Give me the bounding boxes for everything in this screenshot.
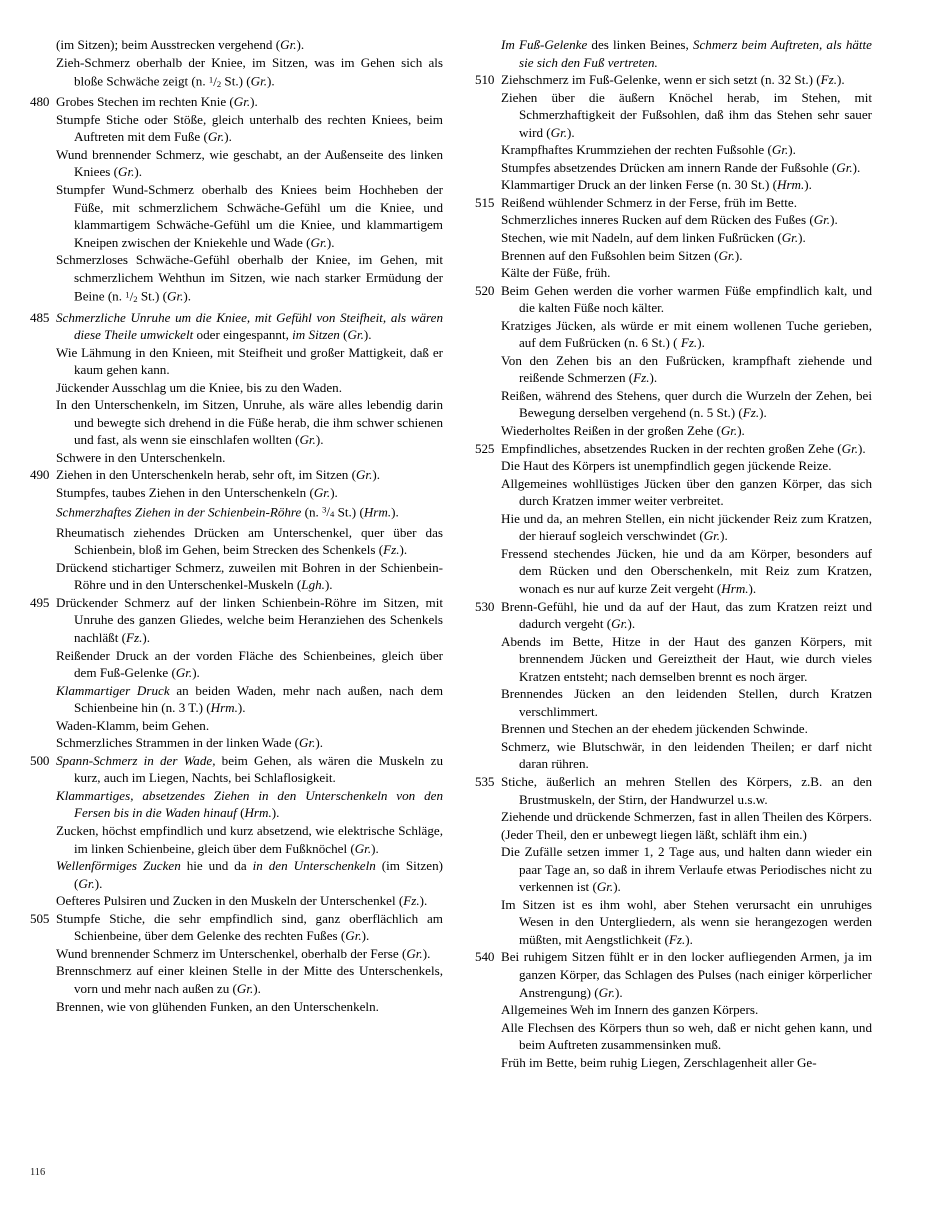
symptom-text: Im Fuß-Gelenke des linken Beines, Schmerz beim Auftreten, als hätte sie sich den Fuß vertreten. [501, 37, 872, 70]
symptom-text: Früh im Bette, beim ruhig Liegen, Zerschlagenheit aller Ge- [501, 1054, 817, 1070]
symptom-text: Drückend stichartiger Schmerz, zuweilen mit Bohren in der Schienbein-Röhre und in den Unterschenkel-Muskeln (Lgh.). [56, 559, 443, 593]
symptom-entry [56, 181, 443, 251]
symptom-number: 525 [475, 440, 495, 456]
symptom-entry [56, 344, 443, 379]
symptom-entry [501, 159, 872, 177]
symptom-text: Fressend stechendes Jücken, hie und da am Körper, besonders auf dem Rücken und den Oberschenkeln, mit Reiz zum Kratzen, wonach es nur auf kurze Zeit vergeht (Hrm.). [501, 545, 872, 596]
symptom-text: Schmerzliches Strammen in der linken Wade (Gr.). [56, 735, 324, 751]
symptom-entry [501, 36, 872, 71]
symptom-text: Klammartiger Druck an beiden Waden, mehr nach außen, nach dem Schienbeine hin (n. 3 T.) (Hrm.). [56, 682, 444, 716]
symptom-text: Alle Flechsen des Körpers thun so weh, daß er nicht gehen kann, und beim Auftreten zusammensinken muß. [501, 1019, 872, 1053]
symptom-text: Schmerzhaftes Ziehen in der Schienbein-Röhre (n. $^3$/4 St.) (Hrm.). [56, 504, 399, 520]
symptom-text: Abends im Bette, Hitze in der Haut des ganzen Körpers, mit brennendem Jücken und Gereiztheit der Haut, wie durch vieles Kratzen entsteht; nach demselben brennt es noch ärger. [501, 633, 872, 684]
symptom-entry [56, 647, 443, 682]
page-folio: 116 [30, 1167, 46, 1178]
symptom-text: Schmerz, wie Blutschwär, in den leidenden Theilen; er darf nicht daran rühren. [501, 738, 872, 772]
symptom-entry [56, 822, 443, 857]
symptom-text: Stumpfes absetzendes Drücken am innern Rande der Fußsohle (Gr.). [501, 159, 861, 175]
symptom-text: Brennen auf den Fußsohlen beim Sitzen (Gr.). [501, 247, 743, 263]
symptom-entry [56, 484, 443, 502]
symptom-entry [501, 510, 872, 545]
symptom-text: Kälte der Füße, früh. [501, 265, 611, 281]
symptom-entry-numbered [475, 440, 872, 458]
symptom-text: Ziehschmerz im Fuß-Gelenke, wenn er sich setzt (n. 32 St.) (Fz.). [501, 72, 845, 88]
symptom-text: Hie und da, an mehren Stellen, ein nicht jückender Reiz zum Kratzen, der hierauf sogleich verschwindet (Gr.). [501, 510, 872, 544]
symptom-text: Allgemeines wohllüstiges Jücken über den ganzen Körper, das sich durch Kratzen immer weiter verbreitet. [501, 475, 872, 509]
symptom-entry [501, 685, 872, 720]
symptom-text: Brennen und Stechen an der ehedem jückenden Schwinde. [501, 721, 808, 737]
symptom-entry [56, 717, 443, 735]
symptom-text: Zieh-Schmerz oberhalb der Kniee, im Sitzen, was im Gehen sich als bloße Schwäche zeigt (n. $^1$/2 St.) (Gr.). [56, 54, 443, 89]
symptom-text: Wund brennender Schmerz im Unterschenkel, oberhalb der Ferse (Gr.). [56, 945, 431, 961]
symptom-text: Die Zufälle setzen immer 1, 2 Tage aus, und halten dann wieder ein paar Tage an, so daß in ihrem Verlaufe etwas Periodisches nicht zu verkennen ist (Gr.). [501, 844, 872, 895]
symptom-text: (im Sitzen); beim Ausstrecken vergehend (Gr.). [56, 37, 305, 52]
symptom-entry-numbered [30, 309, 443, 344]
symptom-text: Ziehen in den Unterschenkeln herab, sehr oft, im Sitzen (Gr.). [56, 467, 380, 483]
symptom-text: Im Sitzen ist es ihm wohl, aber Stehen verursacht ein unruhiges Wesen in den Untergliedern, als wenn sie herangezogen werden müßten, mit Aengstlichkeit (Fz.). [501, 896, 872, 947]
symptom-text: Wund brennender Schmerz, wie geschabt, an der Außenseite des linken Kniees (Gr.). [56, 146, 443, 180]
symptom-text: Wiederholtes Reißen in der großen Zehe (Gr.). [501, 423, 745, 439]
symptom-entry [501, 387, 872, 422]
symptom-number: 530 [475, 598, 495, 614]
symptom-text: Klammartiger Druck an der linken Ferse (n. 30 St.) (Hrm.). [501, 177, 812, 193]
symptom-number: 490 [30, 467, 50, 483]
symptom-text: Die Haut des Körpers ist unempfindlich gegen jückende Reize. [501, 458, 832, 474]
symptom-entry [501, 352, 872, 387]
symptom-entry [501, 141, 872, 159]
symptom-entry [56, 734, 443, 752]
symptom-entry-numbered [30, 93, 443, 111]
symptom-entry-numbered [475, 773, 872, 808]
symptom-entry-numbered [475, 282, 872, 317]
symptom-entry [501, 720, 872, 738]
symptom-entry-numbered [30, 594, 443, 647]
symptom-text: Ziehende und drückende Schmerzen, fast in allen Theilen des Körpers. [501, 809, 872, 825]
symptom-entry [501, 89, 872, 142]
symptom-text: Ziehen über die äußern Knöchel herab, im Stehen, mit Schmerzhaftigkeit der Fußsohlen, daß ihm das Stehen sehr sauer wird (Gr.). [501, 89, 872, 140]
symptom-text: Schmerzliche Unruhe um die Kniee, mit Gefühl von Steifheit, als wären diese Theile umwickelt oder eingespannt, im Sitzen (Gr.). [56, 309, 443, 343]
symptom-text: Spann-Schmerz in der Wade, beim Gehen, als wären die Muskeln zu kurz, auch im Liegen, Nachts, bei Schlaflosigkeit. [56, 752, 443, 786]
symptom-text: Wellenförmiges Zucken hie und da in den Unterschenkeln (im Sitzen) (Gr.). [56, 858, 443, 891]
symptom-entry [56, 251, 443, 308]
symptom-entry [501, 247, 872, 265]
symptom-text: Stumpfe Stiche oder Stöße, gleich unterhalb des rechten Kniees, beim Auftreten mit dem Fuße (Gr.). [56, 111, 443, 145]
symptom-entry [56, 396, 443, 449]
symptom-text: Brenn-Gefühl, hie und da auf der Haut, das zum Kratzen reizt und dadurch vergeht (Gr.). [501, 598, 872, 632]
symptom-text: Waden-Klamm, beim Gehen. [56, 717, 210, 733]
symptom-text: Zucken, höchst empfindlich und kurz absetzend, wie elektrische Schläge, im linken Schienbeine, gleich über dem Fußknöchel (Gr.). [56, 823, 443, 856]
symptom-text: Reißend wühlender Schmerz in der Ferse, früh im Bette. [501, 194, 797, 210]
symptom-entry [56, 146, 443, 181]
symptom-entry [501, 633, 872, 686]
symptom-entry [501, 176, 872, 194]
symptom-entry [501, 843, 872, 896]
symptom-text: Beim Gehen werden die vorher warmen Füße empfindlich kalt, und die kalten Füße noch kälter. [501, 282, 872, 316]
symptom-entry [56, 857, 443, 892]
symptom-entry-numbered [30, 752, 443, 787]
symptom-entry [501, 229, 872, 247]
symptom-number: 500 [30, 752, 50, 768]
symptom-text: Krampfhaftes Krummziehen der rechten Fußsohle (Gr.). [501, 142, 796, 158]
symptom-text: Bei ruhigem Sitzen fühlt er in den locker aufliegenden Armen, ja im ganzen Körper, das Schlagen des Pulses (nach einiger körperlicher Anstrengung) (Gr.). [501, 949, 872, 1000]
symptom-entry-numbered [30, 910, 443, 945]
symptom-text: Brennschmerz auf einer kleinen Stelle in der Mitte des Unterschenkels, vorn und mehr nach außen zu (Gr.). [56, 963, 443, 996]
symptom-text: Stumpfer Wund-Schmerz oberhalb des Kniees beim Hochheben der Füße, mit schmerzlichem Schwäche-Gefühl um die Kniee, und klammartigem Schwäche-Gefühl um die Kniee, und klammartigem Kneipen zwischen der Kniekehle und Wade (Gr.). [56, 182, 443, 250]
symptom-entry [56, 998, 443, 1016]
symptom-entry [501, 1054, 872, 1072]
symptom-text: Drückender Schmerz auf der linken Schienbein-Röhre im Sitzen, mit Unruhe des ganzen Gliedes, welche beim Heranziehen des Schenkels nachläßt (Fz.). [56, 594, 443, 646]
symptom-text: Empfindliches, absetzendes Rucken in der rechten großen Zehe (Gr.). [501, 440, 866, 456]
symptom-text: Stiche, äußerlich an mehren Stellen des Körpers, z.B. an den Brustmuskeln, der Stirn, der Handwurzel u.s.w. [501, 773, 872, 807]
symptom-number: 535 [475, 773, 495, 789]
column-left [0, 36, 467, 1071]
symptom-entry [56, 54, 443, 94]
symptom-text: Kratziges Jücken, als würde er mit einem wollenen Tuche gerieben, auf dem Fußrücken (n. 6 St.) ( Fz.). [501, 317, 872, 351]
symptom-entry [56, 962, 443, 997]
symptom-number: 480 [30, 94, 50, 110]
symptom-text: Wie Lähmung in den Knieen, mit Steifheit und großer Mattigkeit, daß er kaum gehen kann. [56, 344, 443, 378]
symptom-entry-numbered [475, 71, 872, 89]
symptom-entry [501, 1001, 872, 1019]
symptom-entry [501, 545, 872, 598]
symptom-entry [56, 945, 443, 963]
symptom-entry [501, 475, 872, 510]
symptom-entry [56, 682, 443, 717]
column-right [467, 36, 934, 1071]
symptom-entry-numbered [475, 194, 872, 212]
symptom-text: Klammartiges, absetzendes Ziehen in den Unterschenkeln von den Fersen bis in die Waden hinauf (Hrm.). [56, 787, 443, 821]
symptom-entry [56, 787, 443, 822]
symptom-text: Brennendes Jücken an den leidenden Stellen, durch Kratzen verschlimmert. [501, 686, 872, 719]
symptom-text: Stechen, wie mit Nadeln, auf dem linken Fußrücken (Gr.). [501, 230, 806, 246]
symptom-entry [501, 457, 872, 475]
symptom-entry [56, 379, 443, 397]
symptom-text: Stumpfe Stiche, die sehr empfindlich sind, ganz oberflächlich am Schienbeine, über dem Gelenke des rechten Fußes (Gr.). [56, 910, 443, 944]
symptom-entry [56, 449, 443, 467]
symptom-number: 540 [475, 949, 495, 965]
symptom-text: Schmerzliches inneres Rucken auf dem Rücken des Fußes (Gr.). [501, 212, 838, 228]
symptom-text: Schwere in den Unterschenkeln. [56, 449, 226, 465]
symptom-text: Grobes Stechen im rechten Knie (Gr.). [56, 94, 258, 110]
symptom-text: Reißen, während des Stehens, quer durch die Wurzeln der Zehen, bei Bewegung derselben vergehend (n. 5 St.) (Fz.). [501, 387, 872, 421]
symptom-text: Reißender Druck an der vorden Fläche des Schienbeines, gleich über dem Fuß-Gelenke (Gr.). [56, 647, 443, 681]
symptom-text: Brennen, wie von glühenden Funken, an den Unterschenkeln. [56, 998, 379, 1014]
symptom-number: 520 [475, 282, 495, 298]
symptom-entry [501, 826, 872, 844]
symptom-number: 485 [30, 309, 50, 325]
text-columns [0, 36, 935, 1071]
symptom-entry-numbered [475, 948, 872, 1001]
symptom-entry [56, 36, 443, 54]
symptom-text: Rheumatisch ziehendes Drücken am Unterschenkel, quer über das Schienbein, bloß im Gehen, beim Strecken des Schenkels (Fz.). [56, 524, 443, 558]
symptom-entry [501, 317, 872, 352]
symptom-text: Schmerzloses Schwäche-Gefühl oberhalb der Kniee, im Gehen, mit schmerzlichem Wehthun im Sitzen, wie nach starker Ermüdung der Beine (n. $^1$/2 St.) (Gr.). [56, 252, 443, 304]
symptom-entry [56, 111, 443, 146]
symptom-entry-numbered [30, 466, 443, 484]
symptom-text: Von den Zehen bis an den Fußrücken, krampfhaft ziehende und reißende Schmerzen (Fz.). [501, 352, 872, 386]
symptom-entry [56, 892, 443, 910]
symptom-number: 495 [30, 594, 50, 610]
symptom-text: Oefteres Pulsiren und Zucken in den Muskeln der Unterschenkel (Fz.). [56, 893, 428, 909]
symptom-entry [56, 502, 443, 524]
symptom-number: 505 [30, 910, 50, 926]
symptom-text: In den Unterschenkeln, im Sitzen, Unruhe, als wäre alles lebendig darin und bewegte sich drehend in die Füße herab, die ihm schwer schienen und fast, als wenn sie einschlafen wollten (Gr.). [56, 397, 443, 448]
symptom-number: 510 [475, 72, 495, 88]
symptom-entry [501, 896, 872, 949]
symptom-entry [501, 1019, 872, 1054]
symptom-entry [501, 808, 872, 826]
symptom-entry [501, 422, 872, 440]
symptom-entry [501, 738, 872, 773]
symptom-text: (Jeder Theil, den er unbewegt liegen läßt, schläft ihm ein.) [501, 826, 807, 842]
symptom-entry-numbered [475, 598, 872, 633]
symptom-entry [501, 264, 872, 282]
symptom-number: 515 [475, 194, 495, 210]
symptom-entry [56, 559, 443, 594]
symptom-text: Jückender Ausschlag um die Kniee, bis zu den Waden. [56, 379, 342, 395]
symptom-text: Stumpfes, taubes Ziehen in den Unterschenkeln (Gr.). [56, 484, 338, 500]
symptom-entry [501, 211, 872, 229]
symptom-entry [56, 524, 443, 559]
symptom-text: Allgemeines Weh im Innern des ganzen Körpers. [501, 1002, 759, 1018]
